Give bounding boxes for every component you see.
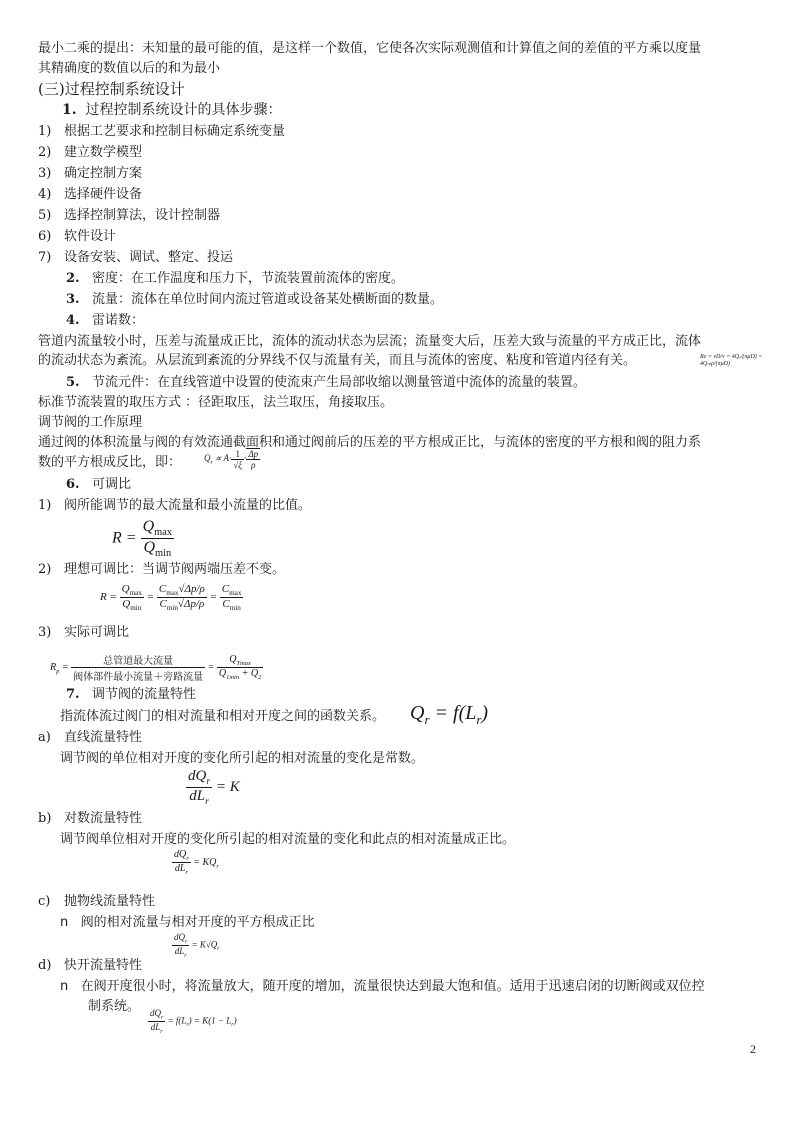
actual-rangeability-formula: $R_p$ = $\frac{\text{总管道最大流量}}{\text{阀体部件最小流量＋旁路流量}}$ = $\frac{Q_{Tmax}}{Q_{1min} + Q_2}$ — [50, 654, 262, 683]
linear-characteristic-formula: $\frac{dQ_r}{dL_r}$ = K — [188, 768, 240, 807]
char-b-desc: 调节阀单位相对开度的变化所引起的相对流量的变化和此点的相对流量成正比。 — [60, 832, 516, 847]
ideal-rangeability-formula: R = $\frac{Q_{max}}{Q_{min}}$ = $\frac{C_{max}√\Delta p/\rho}{C_{min}√\Delta p/\rho}$ = $\frac{C_{max}}{C_{min}}$ — [100, 583, 242, 613]
step-6: 6) 软件设计 — [38, 229, 117, 244]
s1-title: 过程控制系统设计的具体步骤： — [85, 102, 282, 118]
flow-characteristic-formula: $Q_r = f(L_r)$ — [410, 702, 489, 727]
char-c-title: c) 抛物线流量特性 — [38, 894, 156, 909]
char-d-title: d) 快开流量特性 — [38, 958, 143, 973]
char-c-desc: n 阀的相对流量与相对开度的平方根成正比 — [60, 915, 315, 930]
step-5: 5) 选择控制算法，设计控制器 — [38, 208, 221, 223]
s5: 5. 节流元件：在直线管道中设置的使流束产生局部收缩以测量管道中流体的流量的装置。 — [66, 375, 586, 390]
s3: 3. 流量：流体在单位时间内流过管道或设备某处横断面的数量。 — [66, 292, 443, 307]
valve-principle-line-1: 通过阀的体积流量与阀的有效流通截面积和通过阀前后的压差的平方根成正比，与流体的密度的平方根和阀的阻力系 — [38, 435, 702, 450]
intro-line-1: 最小二乘的提出：未知量的最可能的值，是这样一个数值，它使各次实际观测值和计算值之间的差值的平方乘以度量 — [38, 41, 702, 56]
s7-heading: 7. 调节阀的流量特性 — [66, 687, 196, 702]
s6-item-2: 2) 理想可调比：当调节阀两端压差不变。 — [38, 562, 286, 577]
s6-item-3: 3) 实际可调比 — [38, 625, 130, 640]
section-title: (三)过程控制系统设计 — [38, 80, 185, 98]
char-d-desc-2: 制系统。 — [88, 999, 141, 1014]
s7-desc: 指流体流过阀门的相对流量和相对开度之间的函数关系。 — [60, 709, 386, 724]
s6-heading: 6. 可调比 — [66, 477, 131, 492]
valve-principle-line-2: 数的平方根成反比，即： — [38, 455, 182, 470]
char-a-desc: 调节阀的单位相对开度的变化所引起的相对流量的变化是常数。 — [60, 751, 425, 766]
s6-item-1: 1) 阀所能调节的最大流量和最小流量的比值。 — [38, 498, 312, 513]
valve-flow-formula: $Q_r \propto A\cdot$ $\frac{1}{√\xi}$ · $\frac{\Delta p}{\rho}$ — [204, 448, 259, 470]
page-number: 2 — [750, 1042, 756, 1056]
s4-heading: 4. 雷诺数： — [66, 313, 144, 328]
step-1: 1) 根据工艺要求和控制目标确定系统变量 — [38, 124, 286, 139]
char-d-desc-1: n 在阀开度很小时，将流量放大，随开度的增加，流量很快达到最大饱和值。适用于迅速启闭的切断阀或双位控 — [60, 979, 705, 994]
s4-line-2: 的流动状态为紊流。从层流到紊流的分界线不仅与流量有关，而且与流体的密度、粘度和管道内径有关。 — [38, 353, 637, 368]
step-7: 7) 设备安装、调试、整定、投运 — [38, 250, 234, 265]
char-a-title: a) 直线流量特性 — [38, 730, 143, 745]
s4-line-1: 管道内流量较小时，压差与流量成正比，流体的流动状态为层流；流量变大后，压差大致与流量的平方成正比，流体 — [38, 334, 702, 349]
step-4: 4) 选择硬件设备 — [38, 187, 143, 202]
intro-line-2: 其精确度的数值以后的和为最小 — [38, 61, 221, 76]
valve-principle-title: 调节阀的工作原理 — [38, 415, 143, 430]
rangeability-formula: R = $\frac{Q_{max}}{Q_{min}}$ — [112, 518, 173, 560]
s2: 2. 密度：在工作温度和压力下，节流装置前流体的密度。 — [66, 271, 404, 286]
reynolds-formula: Re = vD/ν = 4Qᵥ/(πμD) = 4Qₘρ/(πμD) — [700, 354, 763, 367]
s1-heading — [62, 101, 282, 119]
quick-open-characteristic-formula: $\frac{dQ_r}{dL_r}$ = $f(L_r) = K(1 - L_r)$ — [150, 1008, 237, 1035]
step-3: 3) 确定控制方案 — [38, 166, 143, 181]
parabolic-characteristic-formula: $\frac{dQ_r}{dL_r}$ = $K√Q_r$ — [174, 932, 220, 959]
log-characteristic-formula: $\frac{dQ_r}{dL_r}$ = $KQ_r$ — [174, 849, 219, 876]
char-b-title: b) 对数流量特性 — [38, 811, 143, 826]
s1-num: 1. — [62, 102, 77, 118]
step-2: 2) 建立数学模型 — [38, 145, 143, 160]
tap-methods: 标准节流装置的取压方式 ：径距取压，法兰取压，角接取压。 — [38, 395, 394, 410]
